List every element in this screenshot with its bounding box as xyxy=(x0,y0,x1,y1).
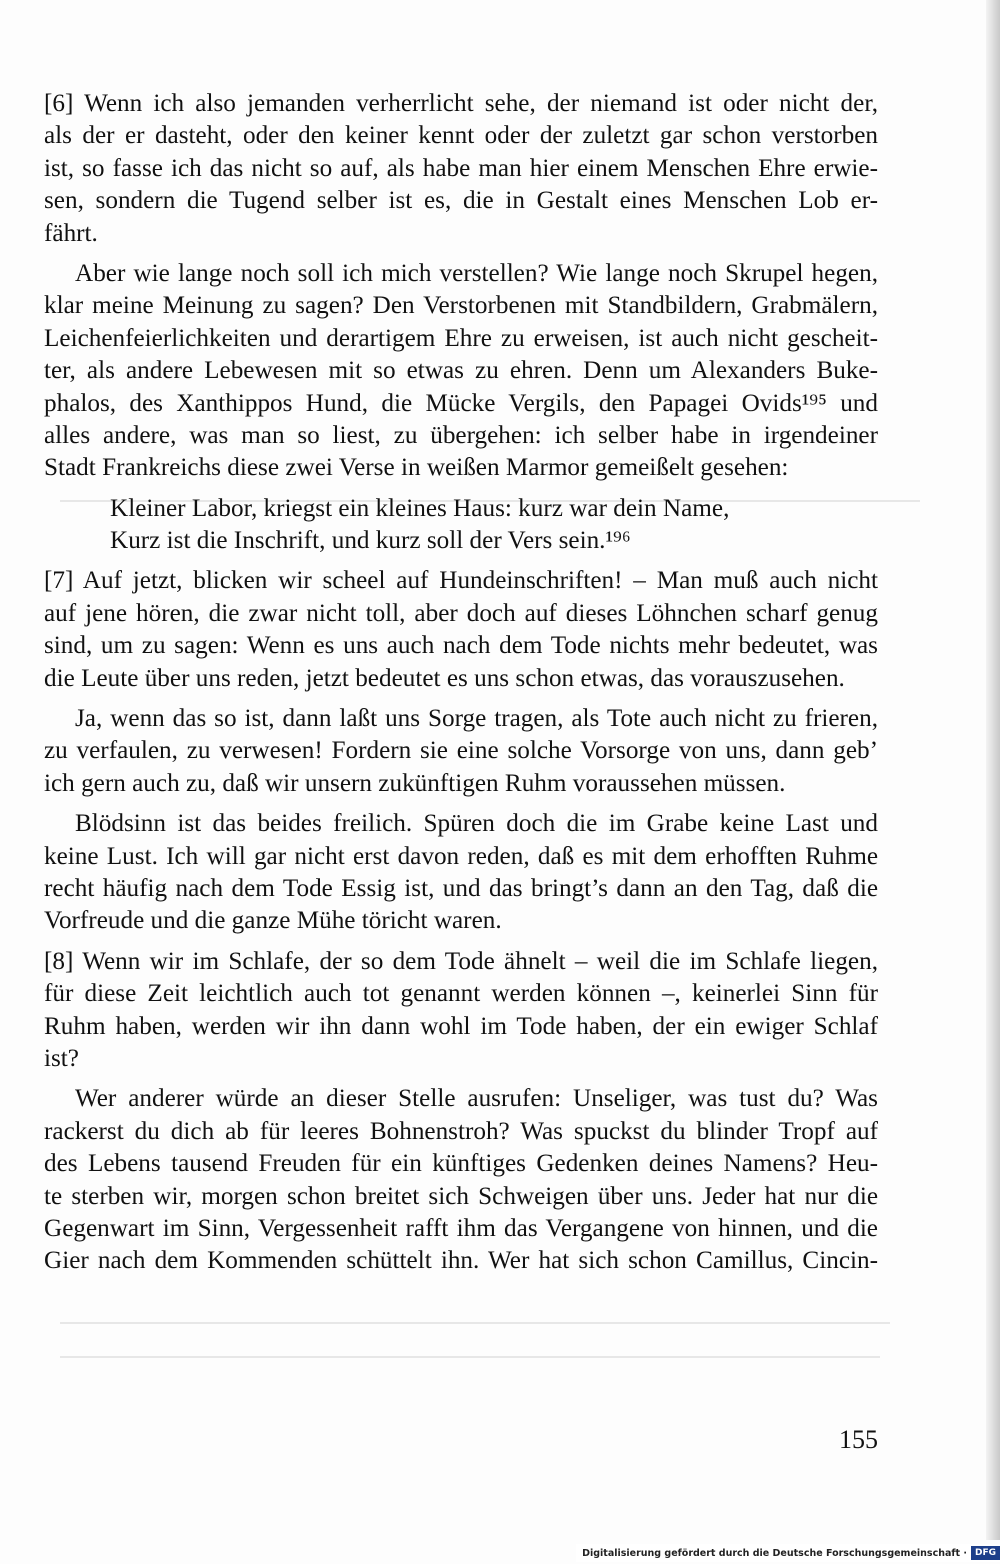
paragraph-6 xyxy=(44,88,878,250)
text-line: Ja, wenn das so ist, dann laßt uns Sorge tragen, als Tote auch nicht zu frieren, xyxy=(75,705,878,733)
text-line: alles andere, was man so liest, zu übergehen: ich selber habe in irgendeiner xyxy=(44,421,878,449)
dfg-logo: DFG xyxy=(971,1546,1000,1560)
show-through-line xyxy=(60,1356,880,1358)
text-line: sen, sondern die Tugend selber ist es, die in Gestalt eines Menschen Lob er- xyxy=(44,187,878,215)
text-line: als der er dasteht, oder den keiner kennt oder der zuletzt gar schon verstorben xyxy=(44,122,878,150)
verse-inscription xyxy=(44,493,878,558)
text-line: sind, um zu sagen: Wenn es uns auch nach dem Tode nichts mehr bedeutet, was xyxy=(44,632,878,660)
text-line: die Leute über uns reden, jetzt bedeutet es uns schon etwas, das vorauszusehen. xyxy=(44,664,845,692)
body-text xyxy=(44,88,878,1278)
paragraph xyxy=(44,1083,878,1277)
text-line: ich gern auch zu, daß wir unsern zukünftigen Ruhm voraussehen müssen. xyxy=(44,769,786,797)
text-line: zu verfaulen, zu verwesen! Fordern sie eine solche Vorsorge von uns, dann geb’ xyxy=(44,737,878,765)
text-line: des Lebens tausend Freuden für ein künftiges Gedenken deines Namens? Heu- xyxy=(44,1150,878,1178)
paragraph-8 xyxy=(44,946,878,1076)
paragraph xyxy=(44,703,878,800)
page-number: 155 xyxy=(839,1425,878,1454)
page-edge-shadow xyxy=(986,0,1000,1540)
text-line: Leichenfeierlichkeiten und derartigem Ehre zu erweisen, ist auch nicht gescheit- xyxy=(44,324,878,352)
text-line: phalos, des Xanthippos Hund, die Mücke Vergils, den Papagei Ovids¹⁹⁵ und xyxy=(44,389,878,417)
text-line: fährt. xyxy=(44,219,98,247)
text-line: Aber wie lange noch soll ich mich verstellen? Wie lange noch Skrupel hegen, xyxy=(75,259,878,287)
paragraph-7 xyxy=(44,565,878,695)
text-line: klar meine Meinung zu sagen? Den Verstorbenen mit Standbildern, Grabmälern, xyxy=(44,292,878,320)
text-line: keine Lust. Ich will gar nicht erst davon reden, daß es mit dem erhofften Ruhme xyxy=(44,842,878,870)
text-line: Gegenwart im Sinn, Vergessenheit rafft ihm das Vergangene von hinnen, und die xyxy=(44,1214,878,1242)
text-line: Stadt Frankreichs diese zwei Verse in weißen Marmor gemeißelt gesehen: xyxy=(44,454,789,482)
text-line: Ruhm haben, werden wir ihn dann wohl im Tode haben, der ein ewiger Schlaf xyxy=(44,1012,878,1040)
text-line: Blödsinn ist das beides freilich. Spüren doch die im Grabe keine Last und xyxy=(75,810,878,838)
digitization-footer xyxy=(576,1544,1000,1562)
paragraph xyxy=(44,808,878,938)
text-line: Wer anderer würde an dieser Stelle ausrufen: Unseliger, was tust du? Was xyxy=(75,1085,878,1113)
text-line: auf jene hören, die zwar nicht toll, aber doch auf dieses Löhnchen scharf genug xyxy=(44,599,878,627)
footer-credit: Digitalisierung gefördert durch die Deutsche Forschungsgemeinschaft · xyxy=(582,1547,967,1559)
text-line: ist? xyxy=(44,1044,79,1072)
text-line: [6] Wenn ich also jemanden verherrlicht sehe, der niemand ist oder nicht der, xyxy=(44,90,878,117)
text-line: rackerst du dich ab für leeres Bohnenstroh? Was spuckst du blinder Tropf auf xyxy=(44,1117,878,1145)
verse-line: Kleiner Labor, kriegst ein kleines Haus: kurz war dein Name, xyxy=(110,494,730,522)
text-line: für diese Zeit leichtlich auch tot genannt werden können –, keinerlei Sinn für xyxy=(44,980,878,1008)
text-line: [7] Auf jetzt, blicken wir scheel auf Hundeinschriften! – Man muß auch nicht xyxy=(44,567,878,595)
verse-line: Kurz ist die Inschrift, und kurz soll der Vers sein.¹⁹⁶ xyxy=(110,527,631,555)
show-through-line xyxy=(60,1322,890,1324)
text-line: ter, als andere Lebewesen mit so etwas zu ehren. Denn um Alexanders Buke- xyxy=(44,357,878,385)
text-line: te sterben wir, morgen schon breitet sich Schweigen über uns. Jeder hat nur die xyxy=(44,1182,878,1210)
text-line: Vorfreude und die ganze Mühe töricht waren. xyxy=(44,907,502,935)
text-line: [8] Wenn wir im Schlafe, der so dem Tode ähnelt – weil die im Schlafe liegen, xyxy=(44,947,878,975)
text-line: recht häufig nach dem Tode Essig ist, und das bringt’s dann an den Tag, daß die xyxy=(44,874,878,902)
text-line: Gier nach dem Kommenden schüttelt ihn. Wer hat sich schon Camillus, Cincin- xyxy=(44,1247,878,1275)
text-line: ist, so fasse ich das nicht so auf, als habe man hier einem Menschen Ehre erwie- xyxy=(44,154,878,182)
paragraph xyxy=(44,258,878,485)
